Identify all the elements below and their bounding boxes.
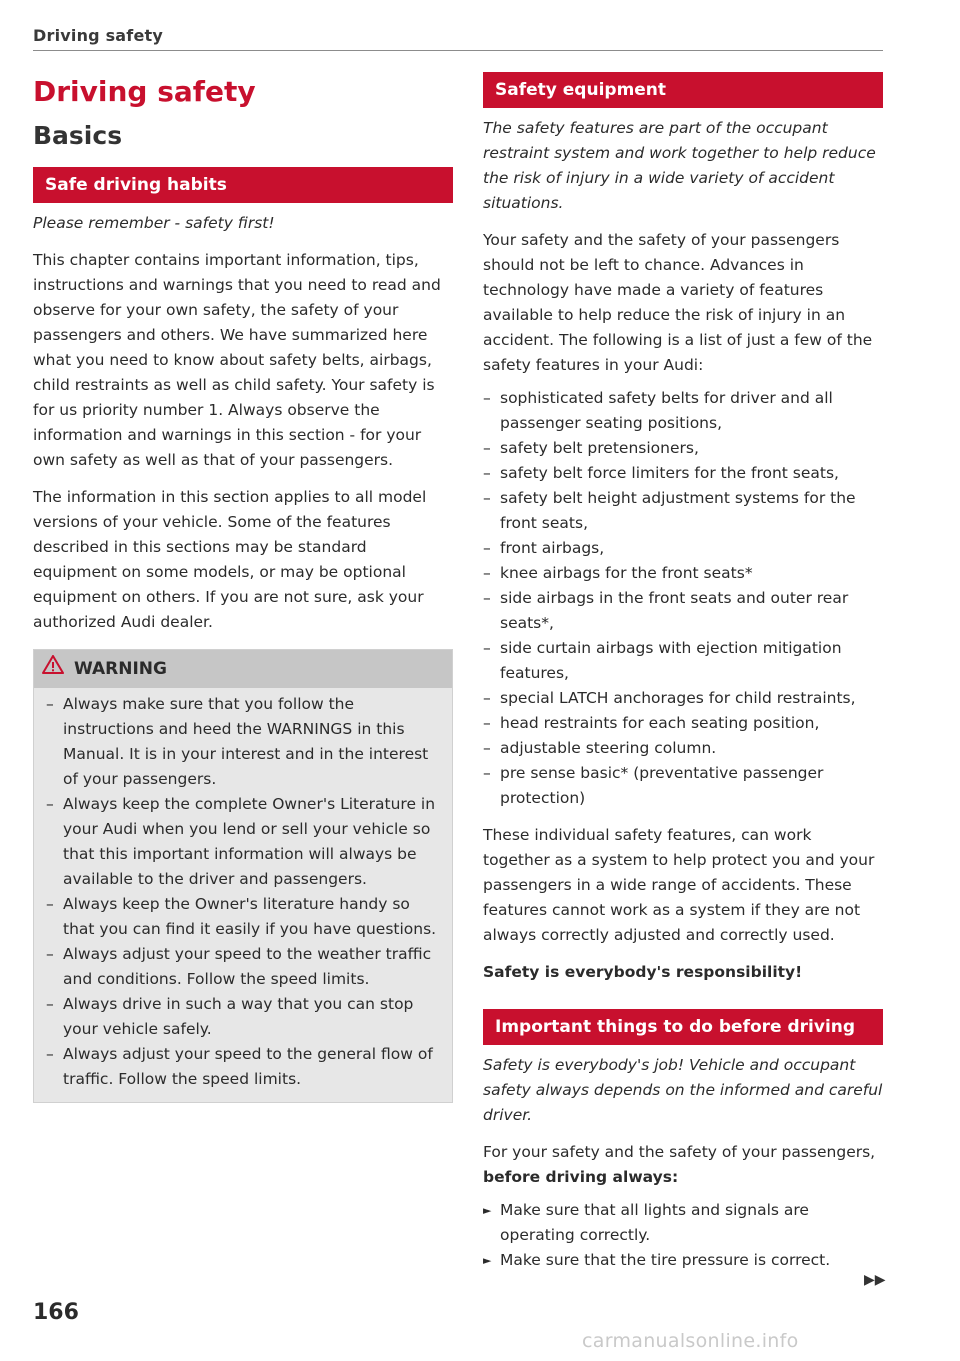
safety-equipment-heading: Safety equipment [483,72,883,108]
right-column [483,72,883,1273]
safe-habits-paragraph-2: The information in this section applies to all model versions of your vehicle. Some of the features described in this sections may be standard equipment on some models, or may be optional equipment on others. If you are not sure, ask your authorized Audi dealer. [33,488,427,631]
header-divider [33,50,883,51]
safe-habits-paragraph-1: This chapter contains important information, tips, instructions and warnings that you need to read and observe for your own safety, the safety of your passengers and others. We have summarized here what you need to know about safety belts, airbags, child restraints as well as child safety. Your safety is for us priority number 1. Always observe the information and warnings in this section - for your own safety as well as that of your passengers. [33,251,441,469]
before-driving-intro: Safety is everybody's job! Vehicle and occupant safety always depends on the informed and careful driver. [483,1056,883,1124]
page-number: 166 [33,1300,79,1325]
safe-driving-habits-heading: Safe driving habits [33,167,453,203]
warning-item: – Always drive in such a way that you can stop your vehicle safely. [46,992,438,1042]
warning-list [34,688,452,1102]
before-driving-checklist [483,1198,883,1273]
continue-arrow-icon: ▶▶ [864,1272,886,1288]
before-driving-heading: Important things to do before driving [483,1009,883,1045]
list-item: – side curtain airbags with ejection mitigation features, [483,636,883,686]
list-item: – sophisticated safety belts for driver and all passenger seating positions, [483,386,883,436]
left-column [33,72,453,1103]
watermark: carmanualsonline.info [582,1330,799,1352]
warning-header [34,650,452,688]
list-item: – adjustable steering column. [483,736,883,761]
before-driving-lead: For your safety and the safety of your passengers, [483,1143,876,1161]
safety-features-list [483,386,883,811]
warning-item: – Always make sure that you follow the instructions and heed the WARNINGS in this Manual. It is in your interest and in the interest of your passengers. [46,692,438,792]
list-item: – safety belt height adjustment systems for the front seats, [483,486,883,536]
list-item: – front airbags, [483,536,883,561]
warning-item: – Always adjust your speed to the weather traffic and conditions. Follow the speed limits. [46,942,438,992]
list-item: – special LATCH anchorages for child restraints, [483,686,883,711]
list-item: – pre sense basic* (preventative passenger protection) [483,761,883,811]
list-item: – head restraints for each seating position, [483,711,883,736]
list-item: – safety belt pretensioners, [483,436,883,461]
list-item: – side airbags in the front seats and outer rear seats*, [483,586,883,636]
checklist-item: ► Make sure that all lights and signals are operating correctly. [483,1198,883,1248]
warning-item: – Always adjust your speed to the general flow of traffic. Follow the speed limits. [46,1042,438,1092]
safety-equipment-paragraph-1: Your safety and the safety of your passengers should not be left to chance. Advances in technology have made a variety of features available to help reduce the risk of injury in an accident. The following is a list of just a few of the safety features in your Audi: [483,231,873,374]
safety-equipment-paragraph-2: These individual safety features, can work together as a system to help protect you and your passengers in a wide range of accidents. These features cannot work as a system if they are not always correctly adjusted and correctly used. [483,826,875,944]
responsibility-statement: Safety is everybody's responsibility! [483,963,803,981]
list-item: – knee airbags for the front seats* [483,561,883,586]
warning-item: – Always keep the Owner's literature handy so that you can find it easily if you have questions. [46,892,438,942]
safety-equipment-intro: The safety features are part of the occupant restraint system and work together to help reduce the risk of injury in a wide variety of accident situations. [483,119,876,212]
before-driving-emphasis: before driving always: [483,1168,679,1186]
section-title: Basics [33,121,123,150]
warning-item: – Always keep the complete Owner's Literature in your Audi when you lend or sell your vehicle so that this important information will always be available to the driver and passengers. [46,792,438,892]
safe-habits-intro: Please remember - safety first! [33,214,275,232]
running-header: Driving safety [33,26,163,45]
checklist-item: ► Make sure that the tire pressure is correct. [483,1248,883,1273]
warning-box [33,649,453,1103]
chapter-title: Driving safety [33,75,256,108]
before-driving-paragraph [483,1140,883,1190]
warning-triangle-icon [42,650,64,688]
warning-title: WARNING [74,659,167,679]
list-item: – safety belt force limiters for the front seats, [483,461,883,486]
